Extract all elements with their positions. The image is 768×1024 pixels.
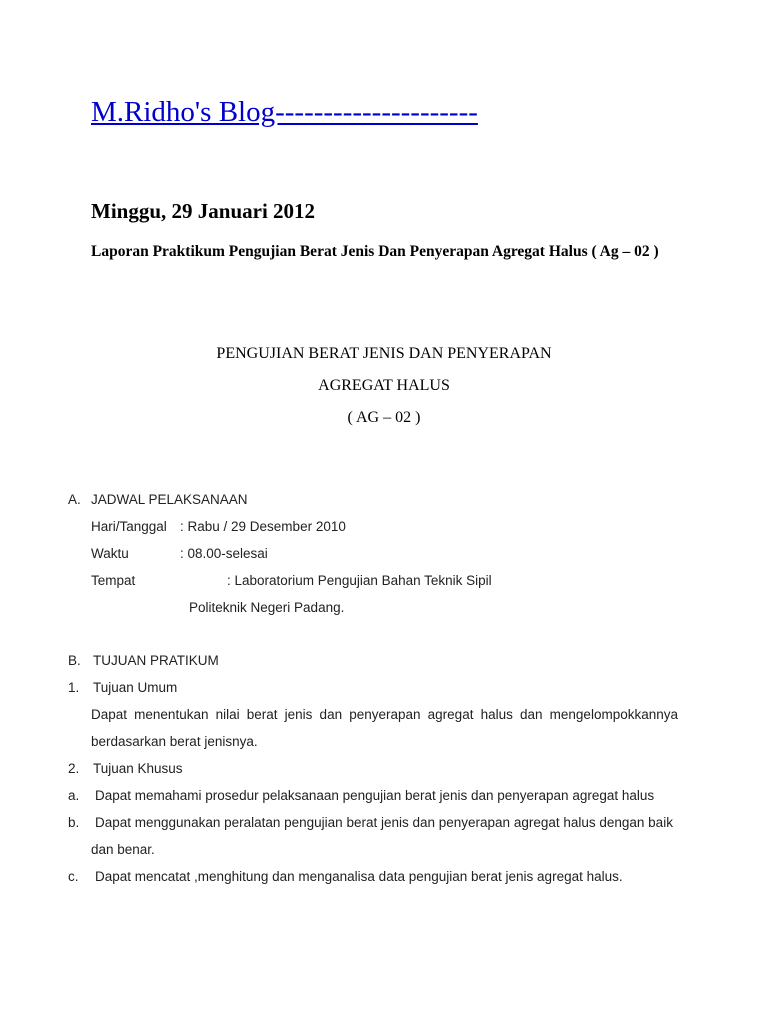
report-heading-line-1: PENGUJIAN BERAT JENIS DAN PENYERAPAN	[216, 345, 552, 362]
goal-general-text-line-1: Dapat menentukan nilai berat jenis dan penyerapan agregat halus dan mengelompokkannya	[91, 707, 678, 722]
schedule-day-value: : Rabu / 29 Desember 2010	[180, 519, 346, 534]
section-a-marker: A.	[68, 492, 81, 507]
schedule-day-label: Hari/Tanggal	[91, 519, 167, 534]
post-title[interactable]: Laporan Praktikum Pengujian Berat Jenis Dan Penyerapan Agregat Halus ( Ag – 02 )	[91, 243, 659, 260]
goal-specific-marker: 2.	[68, 761, 80, 776]
blog-title-link[interactable]: M.Ridho's Blog---------------------	[91, 96, 478, 128]
section-b-title: TUJUAN PRATIKUM	[93, 653, 219, 668]
goal-item-a-marker: a.	[68, 788, 80, 803]
goal-item-b-marker: b.	[68, 815, 80, 830]
report-heading-line-2: AGREGAT HALUS	[318, 377, 450, 394]
goal-item-a-text: Dapat memahami prosedur pelaksanaan pengujian berat jenis dan penyerapan agregat halus	[95, 788, 655, 803]
schedule-place-continuation: Politeknik Negeri Padang.	[189, 600, 345, 615]
goal-general-text-line-2: berdasarkan berat jenisnya.	[91, 734, 258, 749]
goal-general-marker: 1.	[68, 680, 80, 695]
section-b-marker: B.	[68, 653, 81, 668]
goal-item-b-continuation: dan benar.	[91, 842, 155, 857]
goal-general-title: Tujuan Umum	[93, 680, 178, 695]
schedule-place-value: : Laboratorium Pengujian Bahan Teknik Sipil	[227, 573, 492, 588]
schedule-time-value: : 08.00-selesai	[180, 546, 268, 561]
schedule-time-label: Waktu	[91, 546, 129, 561]
goal-specific-title: Tujuan Khusus	[93, 761, 183, 776]
goal-item-c-marker: c.	[68, 869, 79, 884]
goal-item-c-text: Dapat mencatat ,menghitung dan menganalisa data pengujian berat jenis agregat halus.	[95, 869, 623, 884]
schedule-place-label: Tempat	[91, 573, 136, 588]
section-a-title: JADWAL PELAKSANAAN	[91, 492, 248, 507]
goal-item-b-text: Dapat menggunakan peralatan pengujian berat jenis dan penyerapan agregat halus dengan baik	[95, 815, 673, 830]
post-date: Minggu, 29 Januari 2012	[91, 199, 316, 223]
report-heading-line-3: ( AG – 02 )	[347, 409, 421, 426]
